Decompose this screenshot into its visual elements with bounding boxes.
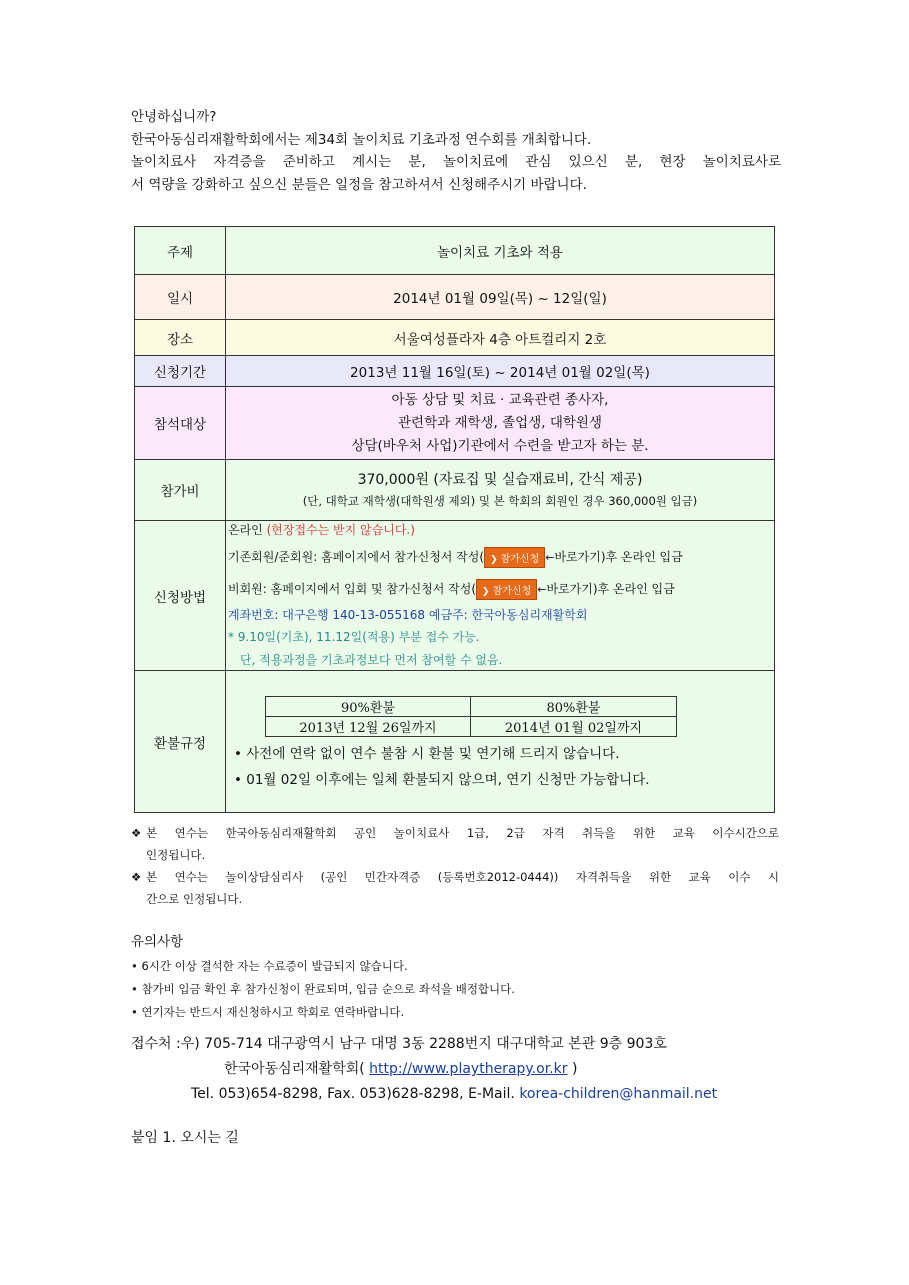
online-note: (현장접수는 받지 않습니다.) <box>266 523 415 537</box>
intro-paragraph <box>131 106 781 196</box>
target-line: 아동 상담 및 치료 · 교육관련 종사자, <box>391 391 609 408</box>
target-label: 참석대상 <box>135 387 226 460</box>
refund-deadline: 2014년 01월 02일까지 <box>471 717 677 737</box>
note-item <box>131 822 779 866</box>
contact-org: 한국아동심리재활학회( <box>224 1061 370 1077</box>
fee-row <box>135 460 775 521</box>
refund-note: • 01월 02일 이후에는 일체 환불되지 않으며, 연기 신청만 가능합니다. <box>234 772 650 788</box>
greeting: 안녕하십니까? <box>131 109 217 125</box>
refund-header: 90%환불 <box>266 697 471 717</box>
topic-row <box>135 227 775 275</box>
arrow-left-icon: ← <box>537 583 547 596</box>
method-row <box>135 521 775 671</box>
note-text: 본 연수는 한국아동심리재활학회 공인 놀이치료사 1급, 2급 자격 취득을 위한 교육 이수시간으로 <box>146 826 779 840</box>
intro-line: 한국아동심리재활학회에서는 제34회 놀이치료 기초과정 연수회를 개최합니다. <box>131 131 592 148</box>
caution-item: • 참가비 입금 확인 후 참가신청이 완료되며, 입금 순으로 좌석을 배정합니다. <box>131 982 515 996</box>
date-value: 2014년 01월 09일(목) ~ 12일(일) <box>226 275 775 320</box>
note-text: 간으로 인정됩니다. <box>146 892 243 906</box>
method-value <box>226 521 775 671</box>
refund-table <box>265 696 677 737</box>
nonmember-line <box>228 579 675 600</box>
diamond-bullet-icon: ❖ <box>131 870 142 884</box>
intro-line: 놀이치료사 자격증을 준비하고 계시는 분, 놀이치료에 관심 있으신 분, 현장 놀이치료사로 <box>131 154 781 170</box>
order-note: 단, 적용과정을 기초과정보다 먼저 참여할 수 없음. <box>240 653 503 667</box>
refund-note: • 사전에 연락 없이 연수 불참 시 환불 및 연기해 드리지 않습니다. <box>234 746 620 762</box>
refund-value <box>226 671 775 813</box>
online-line <box>228 521 415 538</box>
place-label: 장소 <box>135 320 226 356</box>
note-text: 인정됩니다. <box>146 848 206 862</box>
date-row <box>135 275 775 320</box>
apply-button-label: 참가신청 <box>492 586 532 597</box>
place-row <box>135 320 775 356</box>
arrow-left-icon: ← <box>545 551 555 564</box>
apply-button-label: 참가신청 <box>500 554 540 565</box>
partial-note: * 9.10일(기초), 11.12일(적용) 부분 접수 가능. <box>228 630 480 644</box>
topic-value: 놀이치료 기초와 적용 <box>226 227 775 275</box>
target-value <box>226 387 775 460</box>
contact-info <box>131 1032 717 1107</box>
diamond-bullet-icon: ❖ <box>131 826 142 840</box>
topic-label: 주제 <box>135 227 226 275</box>
caution-item: • 6시간 이상 결석한 자는 수료증이 발급되지 않습니다. <box>131 959 408 973</box>
caution-list <box>131 955 515 1024</box>
email-link[interactable]: korea-children@hanmail.net <box>519 1086 718 1102</box>
contact-org-end: ) <box>567 1061 578 1077</box>
caution-item: • 연기자는 반드시 재신청하시고 학회로 연락바랍니다. <box>131 1005 405 1019</box>
attachment-line: 붙임 1. 오시는 길 <box>131 1130 239 1146</box>
homepage-link[interactable]: http://www.playtherapy.or.kr <box>369 1061 568 1077</box>
nonmember-text: 비회원: 홈페이지에서 입회 및 참가신청서 작성( <box>228 582 477 596</box>
member-line <box>228 547 683 568</box>
period-row <box>135 356 775 387</box>
chevron-right-icon: ❯ <box>482 587 490 597</box>
refund-header-row <box>266 697 677 717</box>
place-value: 서울여성플라자 4층 아트컬리지 2호 <box>226 320 775 356</box>
fee-label: 참가비 <box>135 460 226 521</box>
fee-value <box>226 460 775 521</box>
note-text: 본 연수는 놀이상담심리사 (공인 민간자격증 (등록번호2012-0444)) 자격취득을 위한 교육 이수 시 <box>146 870 779 884</box>
caution-title: 유의사항 <box>131 934 184 950</box>
chevron-right-icon: ❯ <box>490 555 498 565</box>
refund-deadline-row <box>266 717 677 737</box>
account-line: 계좌번호: 대구은행 140-13-055168 예금주: 한국아동심리재활학회 <box>228 608 588 622</box>
period-label: 신청기간 <box>135 356 226 387</box>
info-table <box>134 226 775 813</box>
online-text: 온라인 <box>228 523 267 537</box>
contact-address: 접수처 :우) 705-714 대구광역시 남구 대명 3동 2288번지 대구대학교 본관 9층 903호 <box>131 1036 667 1052</box>
contact-tel-fax: Tel. 053)654-8298, Fax. 053)628-8298, E-Mail. <box>191 1086 520 1102</box>
target-row <box>135 387 775 460</box>
nonmember-text-end: 바로가기)후 온라인 입금 <box>546 582 675 596</box>
period-value: 2013년 11월 16일(토) ~ 2014년 01월 02일(목) <box>226 356 775 387</box>
method-label: 신청방법 <box>135 521 226 671</box>
certification-notes <box>131 822 779 910</box>
target-line: 상담(바우처 사업)기관에서 수련을 받고자 하는 분. <box>351 437 649 454</box>
intro-line: 서 역량을 강화하고 싶으신 분들은 일정을 참고하셔서 신청해주시기 바랍니다. <box>131 176 587 193</box>
target-line: 관련학과 재학생, 졸업생, 대학원생 <box>397 414 603 431</box>
fee-main: 370,000원 (자료집 및 실습재료비, 간식 제공) <box>357 472 643 488</box>
contact-org-line <box>131 1057 717 1082</box>
refund-row <box>135 671 775 813</box>
refund-deadline: 2013년 12월 26일까지 <box>266 717 471 737</box>
member-text: 기존회원/준회원: 홈페이지에서 참가신청서 작성( <box>228 550 485 564</box>
contact-phone-line <box>131 1082 717 1107</box>
date-label: 일시 <box>135 275 226 320</box>
member-text-end: 바로가기)후 온라인 입금 <box>554 550 683 564</box>
apply-button[interactable] <box>484 547 545 568</box>
fee-discount-note: (단, 대학교 재학생(대학원생 제외) 및 본 학회의 회원인 경우 360,000원 입금) <box>302 494 698 508</box>
refund-label: 환불규정 <box>135 671 226 813</box>
note-item <box>131 866 779 910</box>
refund-header: 80%환불 <box>471 697 677 717</box>
apply-button[interactable] <box>476 579 537 600</box>
